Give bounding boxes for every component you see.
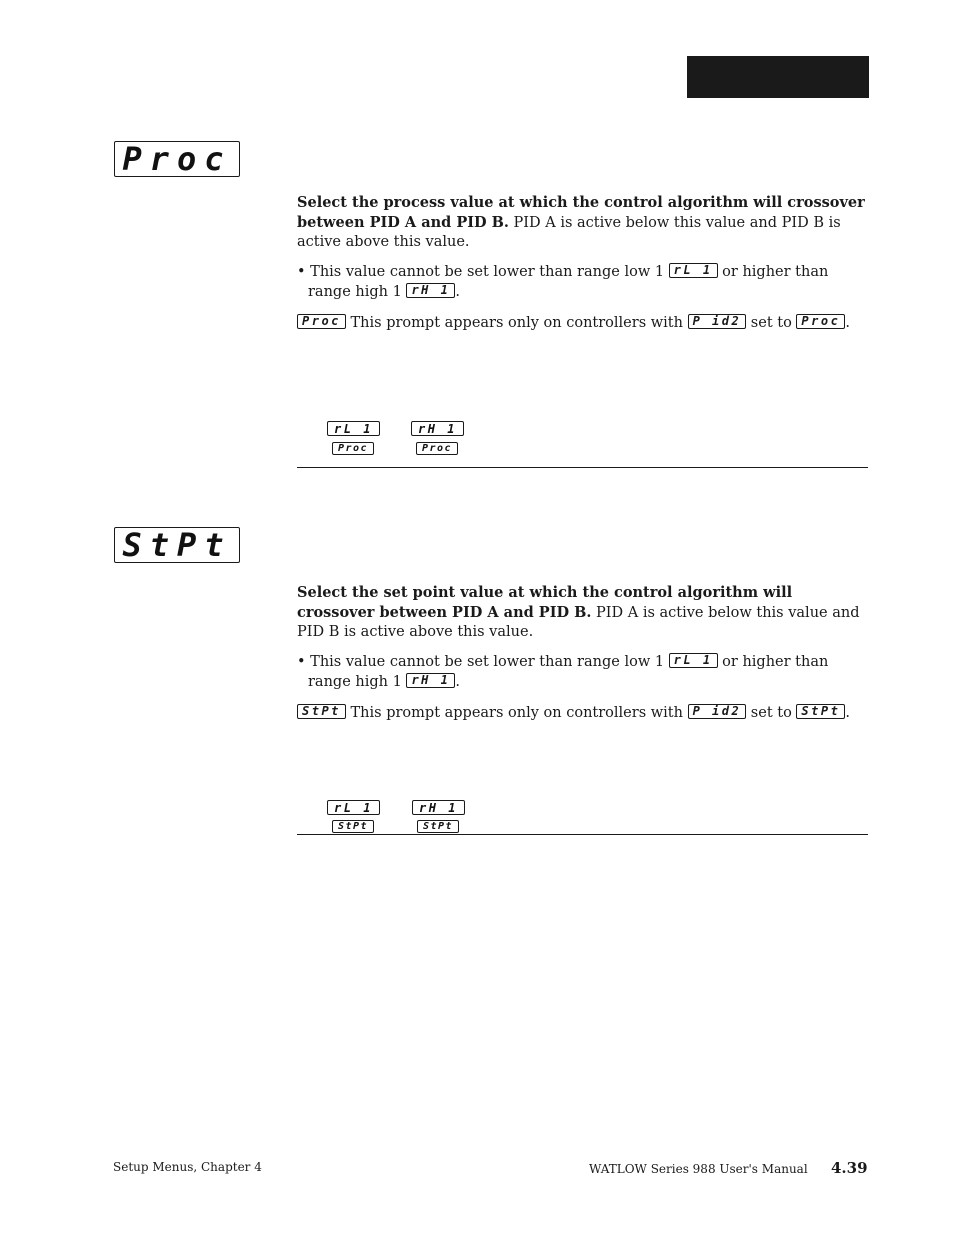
bullet-text: .: [455, 284, 460, 300]
section-2-lead-rest: PID A is active below this value and PID B is active above this value.: [297, 605, 860, 640]
range-low-display: rL 1: [327, 421, 380, 436]
bullet-text: range high 1: [308, 674, 407, 690]
inline-display-rl1: rL 1: [669, 263, 718, 278]
section-1-lead-rest: PID A is active below this value and PID B is active above this value.: [297, 215, 841, 250]
footer-chapter: Setup Menus, Chapter 4: [113, 1160, 262, 1174]
range-high-sub-display: Proc: [416, 442, 458, 455]
note-text: set to: [746, 705, 797, 721]
section-1-title-display: Proc: [114, 141, 240, 177]
inline-display-rh1: rH 1: [406, 673, 455, 688]
inline-display-rh1: rH 1: [406, 283, 455, 298]
inline-display-proc: Proc: [297, 314, 346, 329]
inline-display-pid2: P id2: [688, 314, 747, 329]
bullet-text: or higher than: [717, 654, 829, 670]
bullet-text: .: [455, 674, 460, 690]
section-divider: [297, 467, 868, 468]
inline-display-rl1: rL 1: [669, 653, 718, 668]
section-2-bullet: [297, 652, 872, 692]
section-2-lead-bold: Select the set point value at which the control algorithm will crossover between PID A and PID B.: [297, 584, 793, 621]
range-low-sub-display: Proc: [332, 442, 374, 455]
section-2-title-display: StPt: [114, 527, 240, 563]
note-text: This prompt appears only on controllers with: [345, 315, 688, 331]
section-1-description: [297, 193, 872, 252]
range-high-sub-display: StPt: [417, 820, 459, 833]
section-1-note: [297, 313, 877, 333]
bullet-text: range high 1: [308, 284, 407, 300]
footer-manual-title: WATLOW Series 988 User's Manual: [589, 1162, 808, 1176]
inline-display-stpt: StPt: [297, 704, 346, 719]
bullet-text: or higher than: [717, 264, 829, 280]
inline-display-pid2: P id2: [688, 704, 747, 719]
section-2-note: [297, 703, 877, 723]
range-low-display: rL 1: [327, 800, 380, 815]
chapter-tab: [687, 56, 869, 98]
page-number: 4.39: [831, 1159, 868, 1177]
section-divider: [297, 834, 868, 835]
range-high-display: rH 1: [412, 800, 465, 815]
section-1-lead-bold: Select the process value at which the control algorithm will crossover between PID A and PID B.: [297, 194, 865, 231]
bullet-text: • This value cannot be set lower than range low 1: [297, 654, 669, 670]
inline-display-stpt: StPt: [796, 704, 845, 719]
bullet-text: • This value cannot be set lower than range low 1: [297, 264, 669, 280]
note-text: This prompt appears only on controllers with: [345, 705, 688, 721]
range-high-display: rH 1: [411, 421, 464, 436]
inline-display-proc: Proc: [796, 314, 845, 329]
range-low-sub-display: StPt: [332, 820, 374, 833]
section-2-description: [297, 583, 872, 642]
note-text: .: [845, 705, 850, 721]
section-1-bullet: [297, 262, 872, 302]
note-text: .: [845, 315, 850, 331]
note-text: set to: [746, 315, 797, 331]
